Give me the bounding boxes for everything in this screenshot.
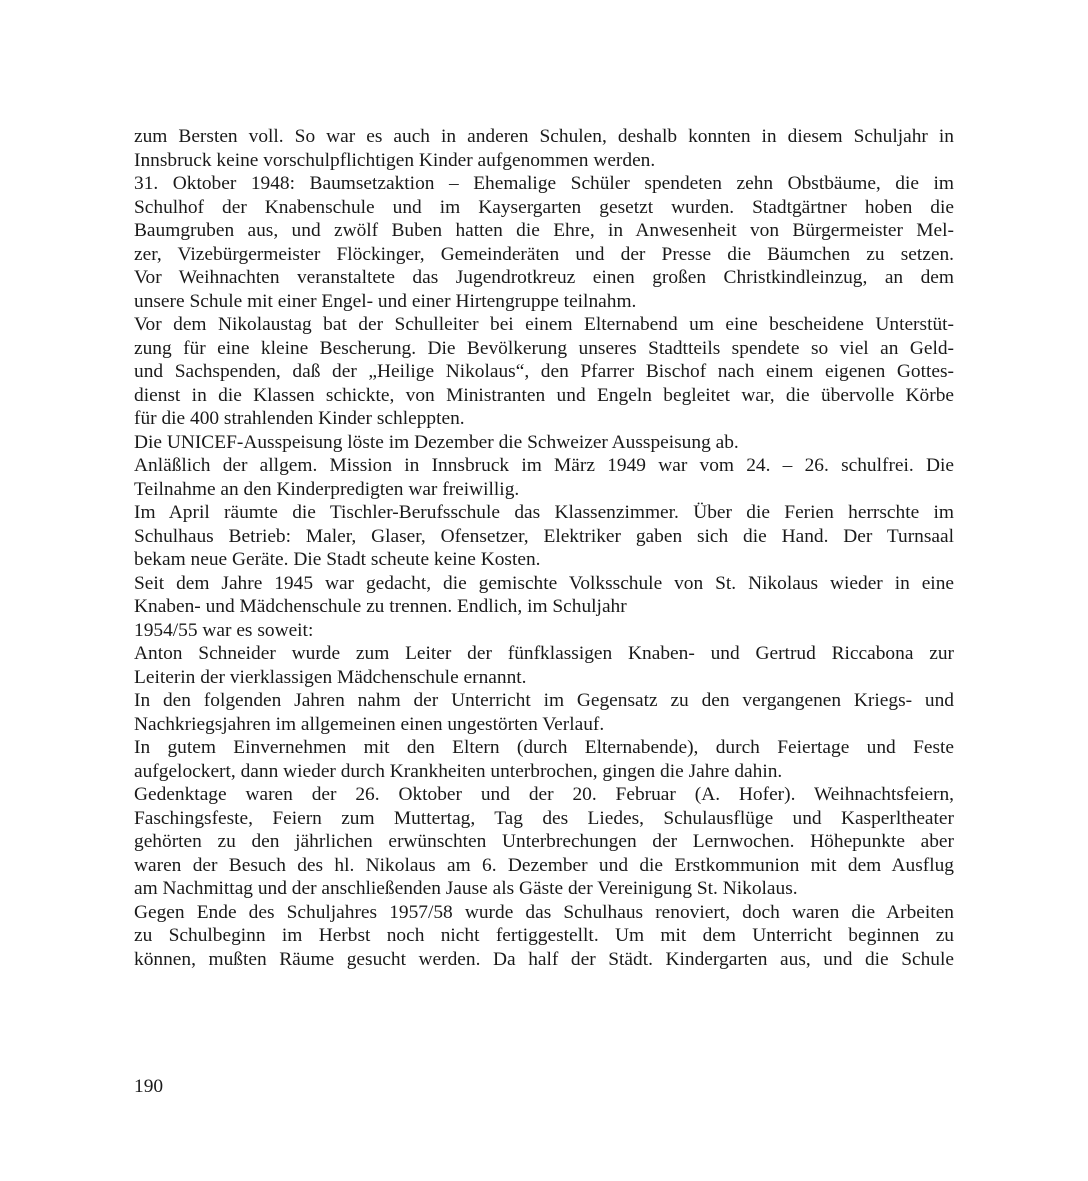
text-line: bekam neue Geräte. Die Stadt scheute keine Kosten. (134, 549, 541, 570)
text-line: Gedenktage waren der 26. Oktober und der 20. Februar (A. Hofer). Weihnachtsfeiern, (134, 784, 954, 805)
text-line: Knaben- und Mädchenschule zu trennen. Endlich, im Schuljahr (134, 596, 627, 617)
text-line: unsere Schule mit einer Engel- und einer Hirtengruppe teilnahm. (134, 290, 637, 312)
text-line: Schulhof der Knabenschule und im Kaysergarten gesetzt wurden. Stadtgärtner hoben die (134, 196, 954, 218)
text-line: zu Schulbeginn im Herbst noch nicht fertiggestellt. Um mit dem Unterricht beginnen zu (134, 925, 954, 946)
text-line: gehörten zu den jährlichen erwünschten Unterbrechungen der Lernwochen. Höhepunkte aber (134, 831, 954, 852)
text-line: Vor dem Nikolaustag bat der Schulleiter bei einem Elternabend um eine bescheidene Unterstüt- (134, 314, 954, 335)
text-line: zung für eine kleine Bescherung. Die Bevölkerung unseres Stadtteils spendete so viel an Geld- (134, 337, 954, 359)
text-line: Faschingsfeste, Feiern zum Muttertag, Tag des Liedes, Schulausflüge und Kasperltheater (134, 807, 954, 829)
text-line: für die 400 strahlenden Kinder schleppten. (134, 408, 465, 429)
body-text (134, 125, 954, 971)
text-line: Baumgruben aus, und zwölf Buben hatten die Ehre, in Anwesenheit von Bürgermeister Mel- (134, 220, 954, 241)
text-line: zer, Vizebürgermeister Flöckinger, Gemeinderäten und der Presse die Bäumchen zu setzen. (134, 243, 954, 265)
text-line: zum Bersten voll. So war es auch in anderen Schulen, deshalb konnten in diesem Schuljahr in (134, 126, 954, 147)
text-line: aufgelockert, dann wieder durch Krankheiten unterbrochen, gingen die Jahre dahin. (134, 760, 783, 782)
text-line: Leiterin der vierklassigen Mädchenschule ernannt. (134, 666, 527, 688)
text-line: Gegen Ende des Schuljahres 1957/58 wurde das Schulhaus renoviert, doch waren die Arbeiten (134, 901, 954, 923)
text-line: waren der Besuch des hl. Nikolaus am 6. Dezember und die Erstkommunion mit dem Ausflug (134, 854, 954, 876)
text-line: Anton Schneider wurde zum Leiter der fünfklassigen Knaben- und Gertrud Riccabona zur (134, 643, 954, 664)
text-line: In den folgenden Jahren nahm der Unterricht im Gegensatz zu den vergangenen Kriegs- und (134, 690, 954, 711)
page-number: 190 (134, 1076, 164, 1097)
text-line: Seit dem Jahre 1945 war gedacht, die gemischte Volksschule von St. Nikolaus wieder in eine (134, 572, 954, 594)
text-line: Vor Weihnachten veranstaltete das Jugendrotkreuz einen großen Christkindleinzug, an dem (134, 267, 954, 288)
text-line: können, mußten Räume gesucht werden. Da half der Städt. Kindergarten aus, und die Schule (134, 948, 954, 970)
text-line: Anläßlich der allgem. Mission in Innsbruck im März 1949 war vom 24. – 26. schulfrei. Die (134, 455, 954, 476)
text-line: 1954/55 war es soweit: (134, 619, 314, 641)
text-line: Die UNICEF-Ausspeisung löste im Dezember die Schweizer Ausspeisung ab. (134, 431, 739, 453)
text-line: 31. Oktober 1948: Baumsetzaktion – Ehemalige Schüler spendeten zehn Obstbäume, die im (134, 173, 954, 194)
text-line: am Nachmittag und der anschließenden Jause als Gäste der Vereinigung St. Nikolaus. (134, 878, 798, 899)
text-line: Teilnahme an den Kinderpredigten war freiwillig. (134, 478, 520, 500)
text-line: Nachkriegsjahren im allgemeinen einen ungestörten Verlauf. (134, 713, 605, 735)
text-line: Im April räumte die Tischler-Berufsschule das Klassenzimmer. Über die Ferien herrschte im (134, 502, 954, 523)
text-line: Innsbruck keine vorschulpflichtigen Kinder aufgenommen werden. (134, 149, 656, 171)
text-line: Schulhaus Betrieb: Maler, Glaser, Ofensetzer, Elektriker gaben sich die Hand. Der Turnsaal (134, 525, 954, 547)
text-line: und Sachspenden, daß der „Heilige Nikolaus“, den Pfarrer Bischof nach einem eigenen Gottes- (134, 361, 954, 382)
text-line: dienst in die Klassen schickte, von Ministranten und Engeln begleitet war, die übervolle Körbe (134, 384, 954, 406)
text-line: In gutem Einvernehmen mit den Eltern (durch Elternabende), durch Feiertage und Feste (134, 737, 954, 758)
